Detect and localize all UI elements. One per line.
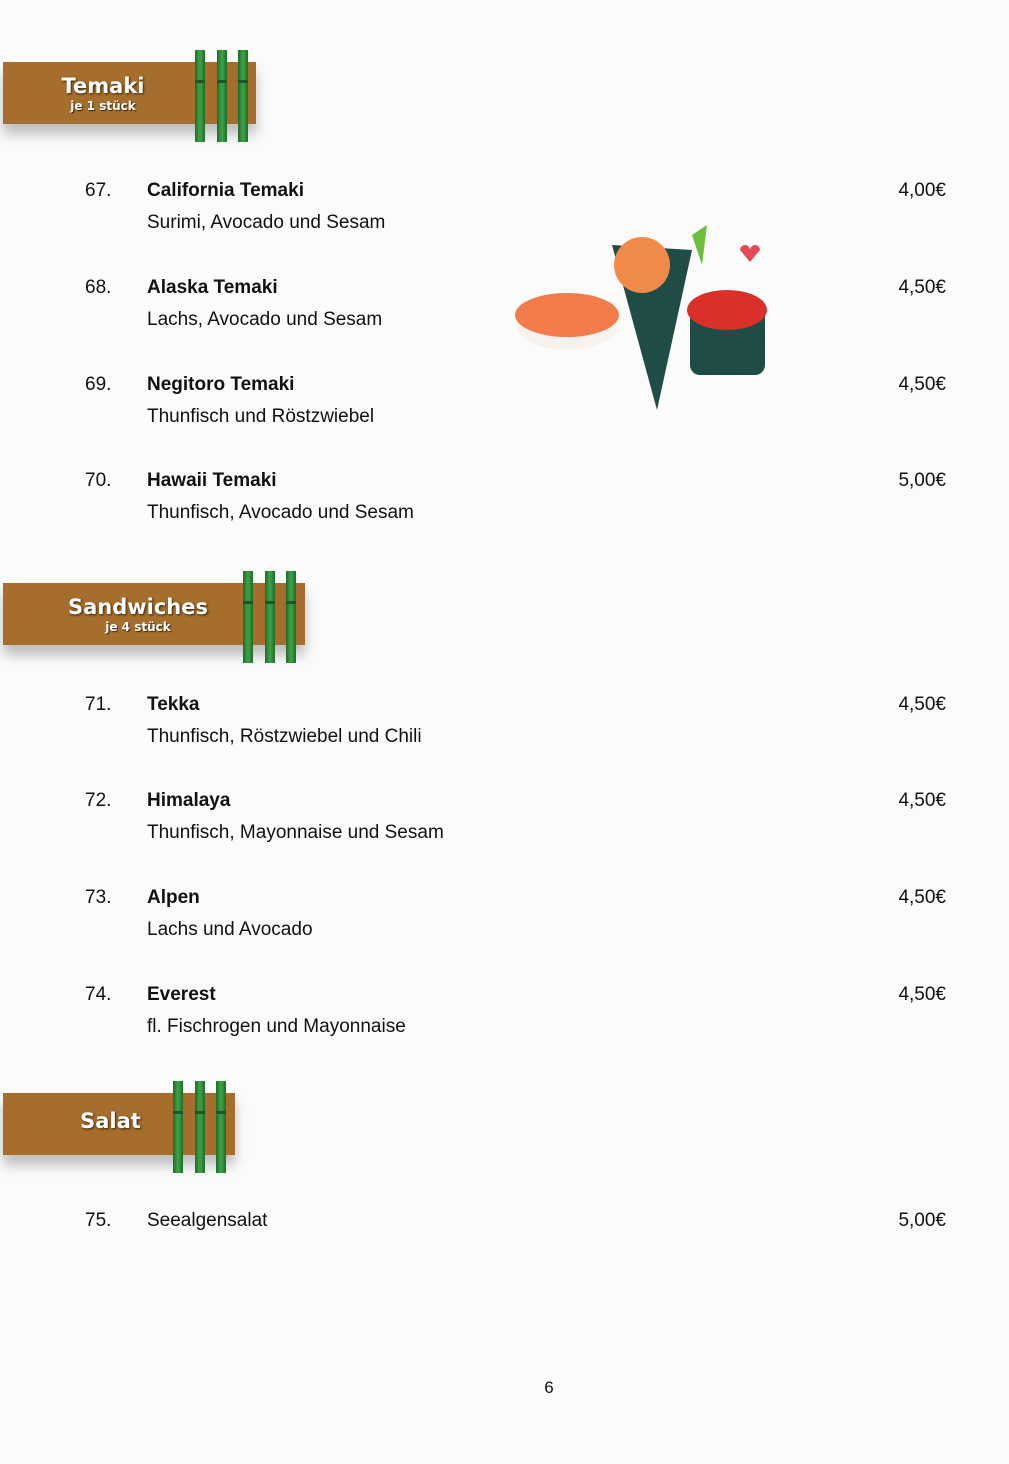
item-description: Lachs, Avocado und Sesam	[147, 309, 383, 330]
item-number: 68.	[85, 277, 112, 298]
item-name: Tekka	[147, 694, 200, 715]
item-price: 4,50€	[898, 277, 946, 298]
section-banner-temaki	[3, 62, 256, 124]
item-price: 5,00€	[898, 470, 946, 491]
item-name: Seealgensalat	[147, 1210, 268, 1231]
section-banner-sandwiches	[3, 583, 305, 645]
item-price: 4,00€	[898, 180, 946, 201]
item-number: 72.	[85, 790, 112, 811]
item-number: 71.	[85, 694, 112, 715]
item-price: 5,00€	[898, 1210, 946, 1231]
item-price: 4,50€	[898, 790, 946, 811]
bamboo-icon	[195, 1081, 205, 1173]
bamboo-icon	[286, 571, 296, 663]
item-description: Thunfisch und Röstzwiebel	[147, 406, 375, 427]
bamboo-icon	[243, 571, 253, 663]
item-price: 4,50€	[898, 887, 946, 908]
item-description: Surimi, Avocado und Sesam	[147, 212, 386, 233]
section-title: Salat	[80, 1109, 141, 1133]
item-description: Thunfisch, Röstzwiebel und Chili	[147, 726, 422, 747]
page-number: 6	[544, 1378, 554, 1397]
item-price: 4,50€	[898, 374, 946, 395]
sushi-illustration	[512, 205, 782, 430]
bamboo-icon	[216, 1081, 226, 1173]
section-title: Temaki	[61, 74, 145, 98]
item-name: Alpen	[147, 887, 200, 908]
section-banner-salat	[3, 1093, 235, 1155]
item-name: Hawaii Temaki	[147, 470, 277, 491]
item-name: Alaska Temaki	[147, 277, 278, 298]
section-title: Sandwiches	[67, 595, 209, 619]
bamboo-icon	[238, 50, 248, 142]
item-name: Negitoro Temaki	[147, 374, 295, 395]
item-number: 74.	[85, 984, 112, 1005]
item-number: 67.	[85, 180, 112, 201]
bamboo-icon	[217, 50, 227, 142]
item-number: 70.	[85, 470, 112, 491]
bamboo-icon	[265, 571, 275, 663]
section-subtitle: je 1 stück	[70, 99, 136, 113]
item-description: Thunfisch, Avocado und Sesam	[147, 502, 414, 523]
item-number: 73.	[85, 887, 112, 908]
bamboo-icon	[195, 50, 205, 142]
item-price: 4,50€	[898, 984, 946, 1005]
item-number: 75.	[85, 1210, 112, 1231]
item-name: Himalaya	[147, 790, 231, 811]
item-description: Lachs und Avocado	[147, 919, 313, 940]
item-price: 4,50€	[898, 694, 946, 715]
item-description: Thunfisch, Mayonnaise und Sesam	[147, 822, 444, 843]
item-name: Everest	[147, 984, 216, 1005]
bamboo-icon	[173, 1081, 183, 1173]
section-subtitle: je 4 stück	[105, 620, 171, 634]
item-name: California Temaki	[147, 180, 304, 201]
item-number: 69.	[85, 374, 112, 395]
item-description: fl. Fischrogen und Mayonnaise	[147, 1016, 406, 1037]
